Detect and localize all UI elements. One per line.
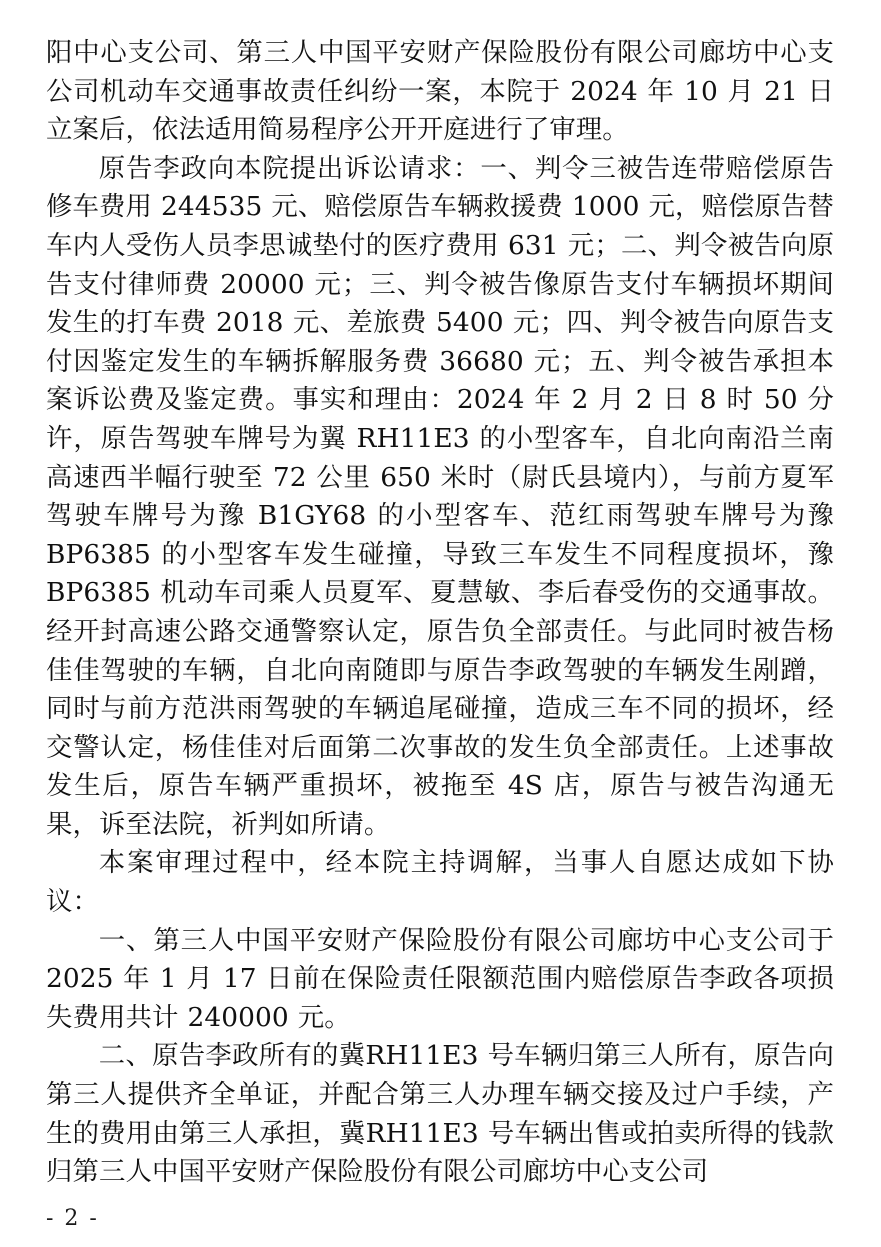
- paragraph-continued-from-previous-page: 阳中心支公司、第三人中国平安财产保险股份有限公司廊坊中心支公司机动车交通事故责任纠纷一案，本院于 2024 年 10 月 21 日立案后，依法适用简易程序公开开庭进行了审理。: [46, 37, 834, 146]
- paragraph-agreement-item-two: 二、原告李政所有的冀RH11E3 号车辆归第三人所有，原告向第三人提供齐全单证，并配合第三人办理车辆交接及过户手续，产生的费用由第三人承担，冀RH11E3 号车辆出售或拍卖所得的钱款归第三人中国平安财产保险股份有限公司廊坊中心支公司: [46, 1040, 834, 1188]
- paragraph-agreement-item-one: 一、第三人中国平安财产保险股份有限公司廊坊中心支公司于 2025 年 1 月 17 日前在保险责任限额范围内赔偿原告李政各项损失费用共计 240000 元。: [46, 924, 834, 1033]
- page-number: - 2 -: [46, 1206, 99, 1231]
- document-body: [46, 34, 834, 1192]
- paragraph-plaintiff-claims: 原告李政向本院提出诉讼请求：一、判令三被告连带赔偿原告修车费用 244535 元、赔偿原告车辆救援费 1000 元，赔偿原告替车内人受伤人员李思诚垫付的医疗费用 631 元；二、判令被告向原告支付律师费 20000 元；三、判令被告像原告支付车辆损坏期间发生的打车费 2018 元、差旅费 5400 元；四、判令被告向原告支付因鉴定发生的车辆拆解服务费 36680 元；五、判令被告承担本案诉讼费及鉴定费。事实和理由：2024 年 2 月 2 日 8 时 50 分许，原告驾驶车牌号为翼 RH11E3 的小型客车，自北向南沿兰南高速西半幅行驶至 72 公里 650 米时（尉氏县境内），与前方夏军驾驶车牌号为豫 B1GY68 的小型客车、范红雨驾驶车牌号为豫 BP6385 的小型客车发生碰撞，导致三车发生不同程度损坏，豫 BP6385 机动车司乘人员夏军、夏慧敏、李后春受伤的交通事故。经开封高速公路交通警察认定，原告负全部责任。与此同时被告杨佳佳驾驶的车辆，自北向南随即与原告李政驾驶的车辆发生剐蹭，同时与前方范洪雨驾驶的车辆追尾碰撞，造成三车不同的损坏，经交警认定，杨佳佳对后面第二次事故的发生负全部责任。上述事故发生后，原告车辆严重损坏，被拖至 4S 店，原告与被告沟通无果，诉至法院，祈判如所请。: [46, 152, 834, 840]
- paragraph-mediation-intro: 本案审理过程中，经本院主持调解，当事人自愿达成如下协议：: [46, 847, 834, 918]
